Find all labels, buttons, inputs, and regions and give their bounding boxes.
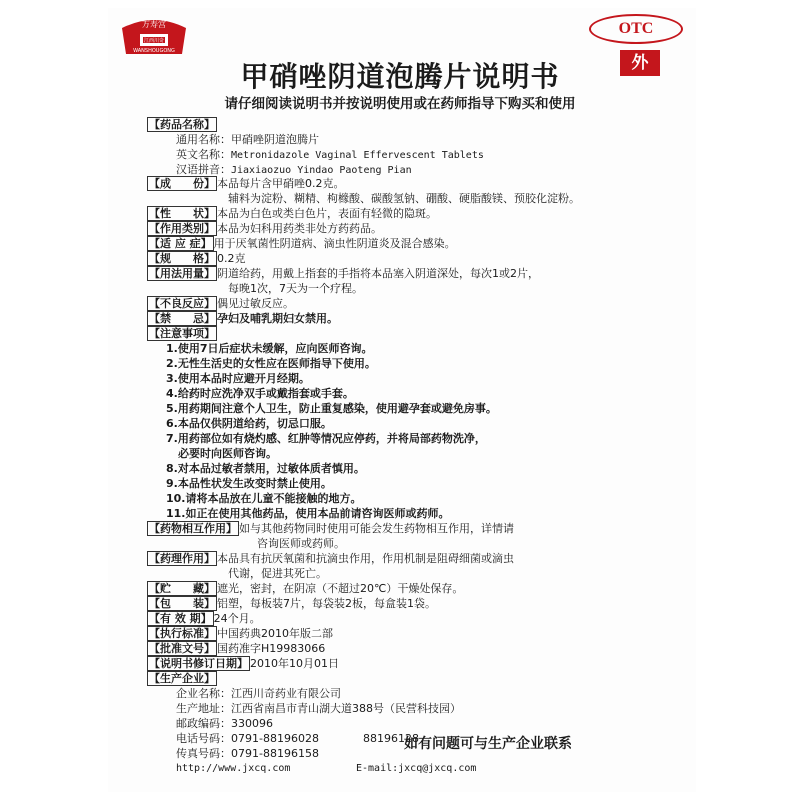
email-link[interactable]: E-mail:jxcq@jxcq.com xyxy=(356,763,477,774)
standard-row: 【执行标准】 中国药典2010年版二部 xyxy=(149,627,333,640)
character-row: 【性 状】 本品为白色或类白色片，表面有轻微的隐斑。 xyxy=(149,207,437,220)
manufacturer-heading: 【生产企业】 xyxy=(149,672,215,685)
contraindication-row: 【禁 忌】 孕妇及哺乳期妇女禁用。 xyxy=(149,312,338,325)
adverse-row: 【不良反应】 偶见过敏反应。 xyxy=(149,297,294,310)
validity-row: 【有 效 期】 24个月。 xyxy=(149,612,261,625)
pinyin-row: 汉语拼音：Jiaxiaozuo Yindao Paoteng Pian xyxy=(176,163,412,176)
category-row: 【作用类别】 本品为妇科用药类非处方药药品。 xyxy=(149,222,382,235)
note-item: 10.请将本品放在儿童不能接触的地方。 xyxy=(166,492,362,505)
ingredients-excipients: 辅料为淀粉、糊精、枸橼酸、碳酸氢钠、硼酸、硬脂酸镁、预胶化淀粉。 xyxy=(228,192,580,205)
note-item: 6.本品仅供阴道给药，切忌口服。 xyxy=(166,417,332,430)
pharmacology-row-2: 代谢，促进其死亡。 xyxy=(228,567,327,580)
phone-row: 电话号码：0791-88196028 88196128 xyxy=(176,732,419,745)
fax-row: 传真号码：0791-88196158 xyxy=(176,747,319,760)
website-link[interactable]: http://www.jxcq.com xyxy=(176,763,291,774)
usage-row: 【用法用量】 阴道给药，用戴上指套的手指将本品塞入阴道深处，每次1或2片， xyxy=(149,267,539,280)
interaction-row: 【药物相互作用】 如与其他药物同时使用可能会发生药物相互作用，详情请 xyxy=(149,522,514,535)
note-item: 2.无性生活史的女性应在医师指导下使用。 xyxy=(166,357,376,370)
note-item: 5.用药期间注意个人卫生，防止重复感染，使用避孕套或避免房事。 xyxy=(166,402,497,415)
note-item: 4.给药时应洗净双手或戴指套或手套。 xyxy=(166,387,354,400)
approval-row: 【批准文号】 国药准字H19983066 xyxy=(149,642,326,655)
note-item-continued: 必要时向医师咨询。 xyxy=(178,447,277,460)
interaction-row-2: 咨询医师或药师。 xyxy=(257,537,345,550)
ingredients-row: 【成 份】 本品每片含甲硝唑0.2克。 xyxy=(149,177,345,190)
note-item: 11.如正在使用其他药品，使用本品前请咨询医师或药师。 xyxy=(166,507,450,520)
page-subtitle: 请仔细阅读说明书并按说明使用或在药师指导下购买和使用 xyxy=(224,96,576,112)
otc-badge: OTC xyxy=(589,14,683,44)
notes-heading: 【注意事项】 xyxy=(149,327,215,340)
note-item: 9.本品性状发生改变时禁止使用。 xyxy=(166,477,332,490)
drug-name-heading: 【药品名称】 xyxy=(149,118,215,131)
footer-contact-note: 如有问题可与生产企业联系 xyxy=(404,736,572,752)
company-address-row: 生产地址：江西省南昌市青山湖大道388号（民营科技园） xyxy=(176,702,461,715)
brand-top-text: 万寿宫 xyxy=(142,20,166,29)
page-title: 甲硝唑阴道泡腾片说明书 xyxy=(240,60,560,93)
company-name-row: 企业名称：江西川奇药业有限公司 xyxy=(176,687,341,700)
note-item: 7.用药部位如有烧灼感、红肿等情况应停药，并将局部药物洗净， xyxy=(166,432,486,445)
brand-logo xyxy=(118,14,190,56)
pharmacology-row: 【药理作用】 本品具有抗厌氧菌和抗滴虫作用，作用机制是阻碍细菌或滴虫 xyxy=(149,552,514,565)
english-name-row: 英文名称：Metronidazole Vaginal Effervescent Tablets xyxy=(176,148,484,161)
note-item: 1.使用7日后症状未缓解，应向医师咨询。 xyxy=(166,342,373,355)
package-row: 【包 装】 铝塑，每板装7片，每袋装2板，每盒装1袋。 xyxy=(149,597,436,610)
note-item: 3.使用本品时应避开月经期。 xyxy=(166,372,310,385)
indication-row: 【适 应 症】 用于厌氧菌性阴道病、滴虫性阴道炎及混合感染。 xyxy=(149,237,456,250)
spec-row: 【规 格】 0.2克 xyxy=(149,252,246,265)
storage-row: 【贮 藏】 遮光，密封，在阴凉（不超过20℃）干燥处保存。 xyxy=(149,582,464,595)
revision-row: 【说明书修订日期】 2010年10月01日 xyxy=(149,657,339,670)
brand-sub-text: 江西川奇 xyxy=(143,38,165,44)
external-use-badge: 外 xyxy=(620,50,660,76)
usage-row-2: 每晚1次，7天为一个疗程。 xyxy=(228,282,363,295)
generic-name-row: 通用名称：甲硝唑阴道泡腾片 xyxy=(176,133,319,146)
brand-en-text: WANSHOUGONG xyxy=(133,48,175,54)
note-item: 8.对本品过敏者禁用，过敏体质者慎用。 xyxy=(166,462,365,475)
zip-row: 邮政编码：330096 xyxy=(176,717,273,730)
